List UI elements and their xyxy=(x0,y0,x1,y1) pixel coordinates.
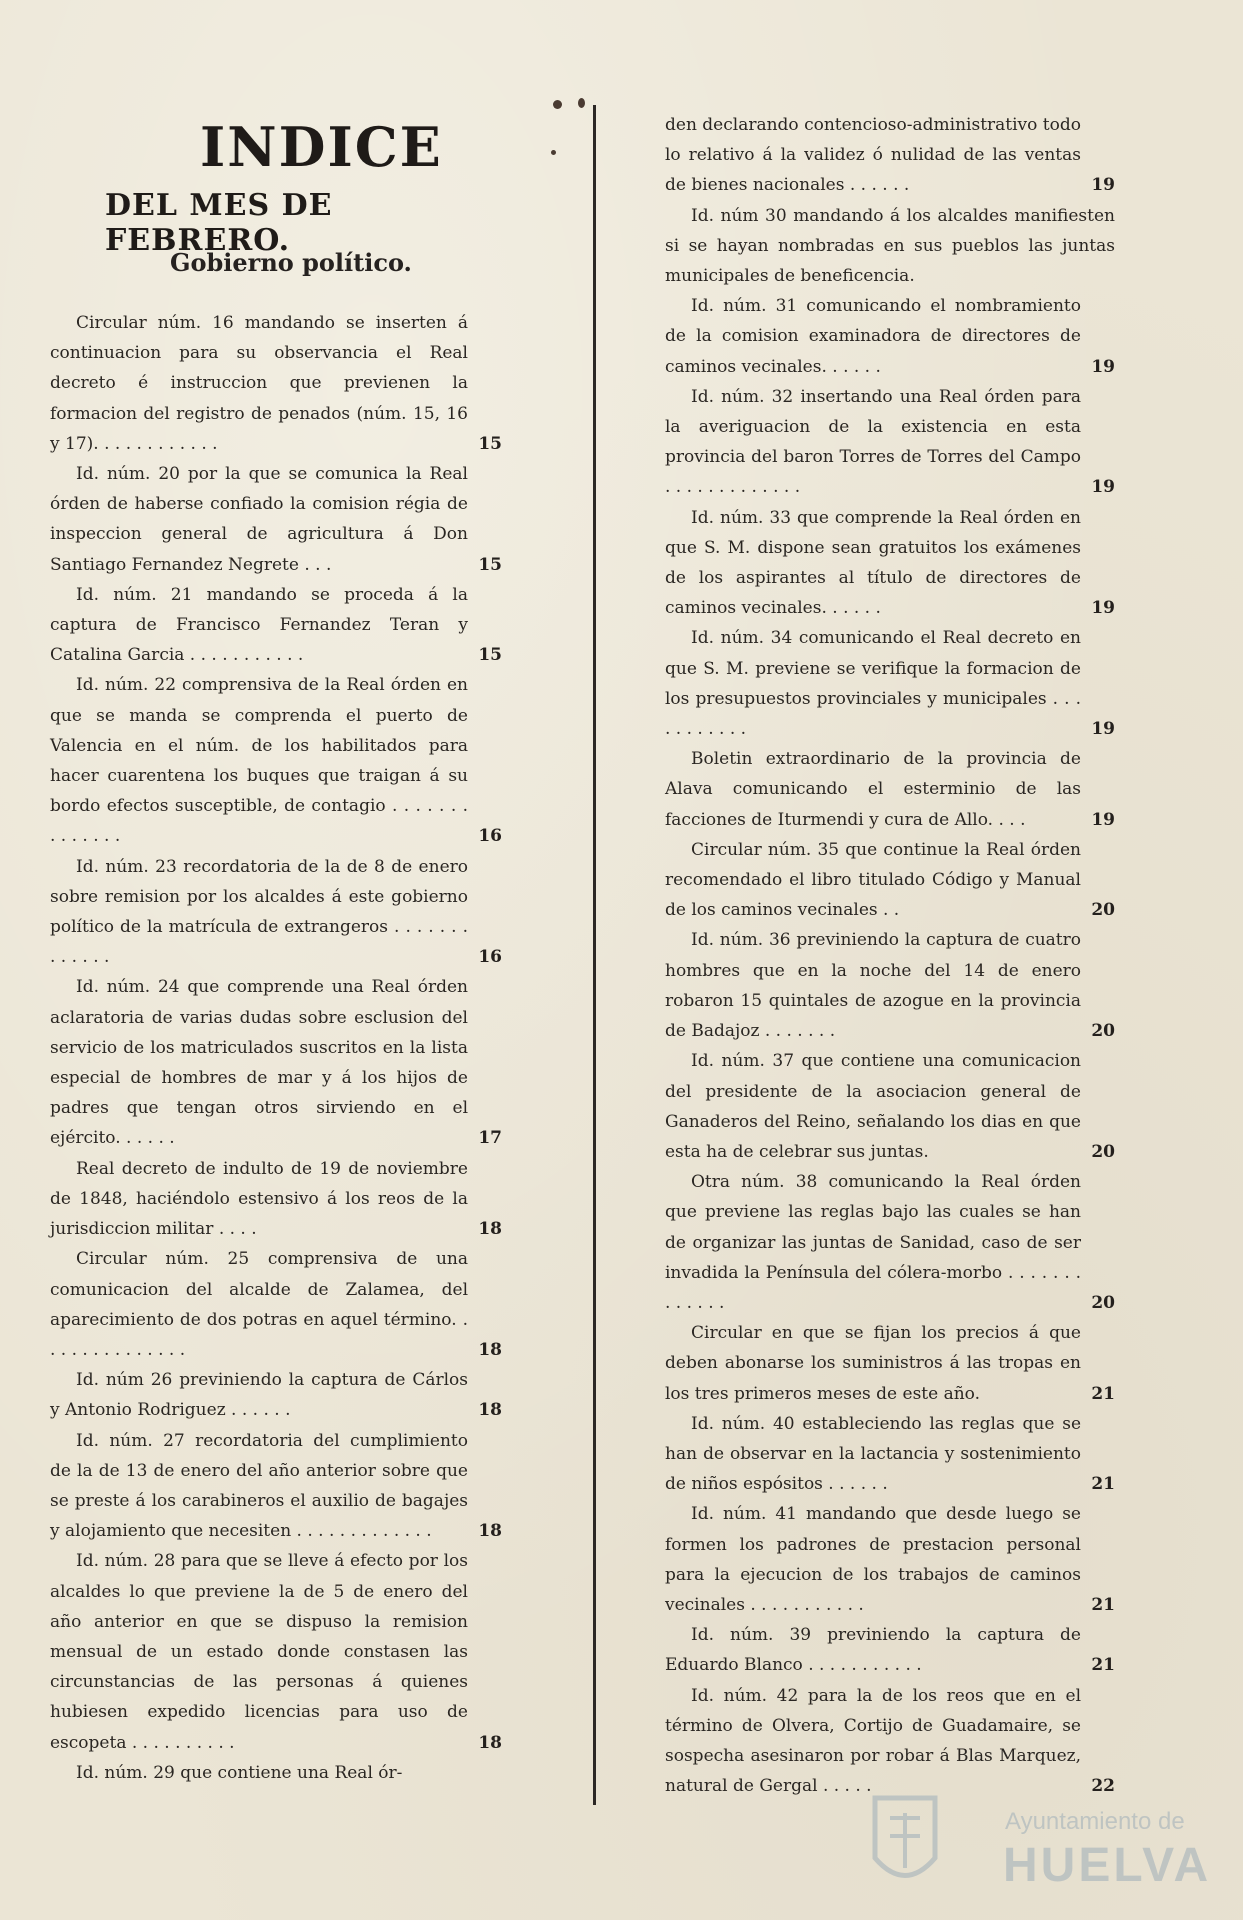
index-entry xyxy=(665,201,1115,292)
entry-text: Id. núm. 22 comprensiva de la Real órden en que se manda se comprenda el puerto de Valencia en el núm. de los habilitados para hacer cuarentena los buques que traigan á su bordo efectos susceptible, de contagio . . . . . . . . . . . . . . xyxy=(50,675,468,847)
entry-text: Id. núm. 20 por la que se comunica la Real órden de haberse confiado la comision régia de inspeccion general de agricultura á Don Santiago Fernandez Negrete . . . xyxy=(50,464,468,575)
entry-text: Circular núm. 35 que continue la Real órden recomendado el libro titulado Código y Manual de los caminos vecinales . . xyxy=(665,839,1081,921)
entry-text: Id. núm. 33 que comprende la Real órden en que S. M. dispone sean gratuitos los exámenes de los aspirantes al título de directores de caminos vecinales. . . . . . xyxy=(665,507,1081,619)
entry-page-number: 20 xyxy=(1091,900,1115,921)
entry-page-number: 19 xyxy=(1091,477,1115,498)
index-entry xyxy=(665,110,1115,201)
entry-text: Id. núm. 24 que comprende una Real órden aclaratoria de varias dudas sobre esclusion del servicio de los matriculados suscritos en la lista especial de hombres de mar y á los hijos de padres que tengan otros sirviendo en el ejército. . . . . . xyxy=(50,977,468,1149)
entry-page-number: 20 xyxy=(1091,1141,1115,1162)
watermark-line2: HUELVA xyxy=(1003,1839,1212,1892)
entry-page-number: 16 xyxy=(478,826,502,847)
ink-stain xyxy=(578,98,585,108)
entry-text: Id. núm. 41 mandando que desde luego se formen los padrones de prestacion personal para la ejecucion de los trabajos de caminos vecinales . . . . . . . . . . . xyxy=(665,1504,1081,1615)
entry-text: Id. núm. 40 estableciendo las reglas que se han de observar en la lactancia y sostenimiento de niños espósitos . . . . . . xyxy=(665,1413,1081,1495)
index-entry xyxy=(50,1244,502,1365)
entry-text: Id. núm. 29 que contiene una Real ór- xyxy=(76,1762,403,1783)
entry-page-number: 15 xyxy=(478,433,502,454)
entry-page-number: 22 xyxy=(1091,1776,1115,1797)
entry-text: Otra núm. 38 comunicando la Real órden que previene las reglas bajo las cuales se han de organizar las juntas de Sanidad, caso de ser invadida la Península del cólera-morbo . . . . . . . . . . . . . xyxy=(665,1172,1081,1313)
entry-text: Id. núm 26 previniendo la captura de Cárlos y Antonio Rodriguez . . . . . . xyxy=(50,1370,468,1421)
entry-text: Id. núm. 23 recordatoria de la de 8 de enero sobre remision por los alcaldes á este gobierno político de la matrícula de extrangeros . . . . . . . . . . . . . xyxy=(50,856,468,968)
index-entry xyxy=(665,925,1115,1046)
entry-text: Id. núm. 32 insertando una Real órden para la averiguacion de la existencia en esta provincia del baron Torres de Torres del Campo . . . . . . . . . . . . . xyxy=(665,386,1081,498)
entry-page-number: 18 xyxy=(478,1339,502,1360)
entry-page-number: 20 xyxy=(1091,1021,1115,1042)
index-entry xyxy=(665,1681,1115,1802)
left-entries xyxy=(50,308,502,1788)
index-entry xyxy=(50,1426,502,1547)
entry-text: den declarando contencioso-administrativo todo lo relativo á la validez ó nulidad de las ventas de bienes nacionales . . . . . . xyxy=(665,115,1081,196)
entry-page-number: 21 xyxy=(1091,1594,1115,1615)
entry-page-number: 18 xyxy=(478,1521,502,1542)
entry-page-number: 21 xyxy=(1091,1655,1115,1676)
entry-page-number: 18 xyxy=(478,1732,502,1753)
index-entry xyxy=(665,382,1115,503)
entry-page-number: 21 xyxy=(1091,1383,1115,1404)
index-entry xyxy=(665,744,1115,835)
section-heading: Gobierno político. xyxy=(170,248,412,277)
entry-page-number: 19 xyxy=(1091,719,1115,740)
entry-text: Id. núm. 34 comunicando el Real decreto en que S. M. previene se verifique la formacion de los presupuestos provinciales y municipales . . . . . . . . . . . xyxy=(665,628,1081,740)
entry-text: Id. núm 30 mandando á los alcaldes manifiesten si se hayan nombradas en sus pueblos las juntas municipales de beneficencia. xyxy=(665,205,1115,287)
index-entry xyxy=(665,623,1115,744)
entry-text: Circular en que se fijan los precios á que deben abonarse los suministros á las tropas en los tres primeros meses de este año. xyxy=(665,1323,1081,1404)
column-divider xyxy=(593,105,596,1805)
entry-text: Circular núm. 25 comprensiva de una comunicacion del alcalde de Zalamea, del aparecimiento de dos potras en aquel término. . . . . . . . . . . . . . . xyxy=(50,1249,468,1360)
entry-text: Id. núm. 28 para que se lleve á efecto por los alcaldes lo que previene la de 5 de enero del año anterior en que se dispuso la remision mensual de un estado donde constasen las circunstancias de las personas á quienes hubiesen expedido licencias para uso de escopeta . . . . . . . . . . xyxy=(50,1551,468,1753)
watermark xyxy=(955,1808,1225,1908)
index-entry xyxy=(50,670,502,851)
entry-text: Id. núm. 42 para la de los reos que en el término de Olvera, Cortijo de Guadamaire, se sospecha asesinaron por robar á Blas Marquez, natural de Gergal . . . . . xyxy=(665,1685,1081,1797)
huelva-crest-icon xyxy=(865,1788,945,1898)
index-entry xyxy=(50,1365,502,1425)
entry-page-number: 19 xyxy=(1091,809,1115,830)
index-entry xyxy=(665,1167,1115,1318)
entry-text: Id. núm. 37 que contiene una comunicacion del presidente de la asociacion general de Ganaderos del Reino, señalando los dias en que esta ha de celebrar sus juntas. xyxy=(665,1051,1081,1162)
index-entry xyxy=(50,972,502,1153)
index-entry xyxy=(50,459,502,580)
index-entry xyxy=(50,1758,502,1788)
entry-page-number: 20 xyxy=(1091,1292,1115,1313)
entry-page-number: 16 xyxy=(478,947,502,968)
entry-page-number: 19 xyxy=(1091,175,1115,196)
index-entry xyxy=(50,308,502,459)
entry-text: Circular núm. 16 mandando se inserten á continuacion para su observancia el Real decreto é instruccion que previenen la formacion del registro de penados (núm. 15, 16 y 17). . . . . . . . . . . . xyxy=(50,313,468,454)
entry-text: Id. núm. 31 comunicando el nombramiento de la comision examinadora de directores de caminos vecinales. . . . . . xyxy=(665,296,1081,377)
entry-page-number: 21 xyxy=(1091,1474,1115,1495)
index-entry xyxy=(665,1409,1115,1500)
entry-text: Id. núm. 21 mandando se proceda á la captura de Francisco Fernandez Teran y Catalina Garcia . . . . . . . . . . . xyxy=(50,584,468,666)
index-entry xyxy=(50,1154,502,1245)
index-entry xyxy=(665,835,1115,926)
index-entry xyxy=(50,1546,502,1757)
index-entry xyxy=(665,1620,1115,1680)
index-entry xyxy=(665,291,1115,382)
page-subtitle: DEL MES DE FEBRERO. xyxy=(105,188,333,258)
ink-stain xyxy=(553,100,562,109)
entry-page-number: 18 xyxy=(478,1400,502,1421)
entry-text: Id. núm. 36 previniendo la captura de cuatro hombres que en la noche del 14 de enero robaron 15 quintales de azogue en la provincia de Badajoz . . . . . . . xyxy=(665,930,1081,1042)
entry-text: Boletin extraordinario de la provincia de Alava comunicando el esterminio de las facciones de Iturmendi y cura de Allo. . . . xyxy=(665,749,1081,830)
entry-text: Real decreto de indulto de 19 de noviembre de 1848, haciéndolo estensivo á los reos de la jurisdiccion militar . . . . xyxy=(50,1158,468,1240)
entry-page-number: 15 xyxy=(478,554,502,575)
index-entry xyxy=(665,1046,1115,1167)
entry-page-number: 15 xyxy=(478,645,502,666)
entry-page-number: 19 xyxy=(1091,598,1115,619)
index-entry xyxy=(665,1318,1115,1409)
entry-text: Id. núm. 39 previniendo la captura de Eduardo Blanco . . . . . . . . . . . xyxy=(665,1625,1081,1676)
page-title: INDICE xyxy=(200,115,443,179)
index-entry xyxy=(50,580,502,671)
entry-page-number: 19 xyxy=(1091,356,1115,377)
watermark-line1: Ayuntamiento de xyxy=(1005,1808,1185,1835)
entry-page-number: 17 xyxy=(478,1128,502,1149)
entry-text: Id. núm. 27 recordatoria del cumplimiento de la de 13 de enero del año anterior sobre que se preste á los carabineros el auxilio de bagajes y alojamiento que necesiten . . . . . . . . . . . . . xyxy=(50,1430,468,1542)
index-entry xyxy=(665,503,1115,624)
right-entries xyxy=(665,110,1115,1801)
entry-page-number: 18 xyxy=(478,1219,502,1240)
ink-stain xyxy=(551,150,556,155)
index-entry xyxy=(50,852,502,973)
index-entry xyxy=(665,1499,1115,1620)
